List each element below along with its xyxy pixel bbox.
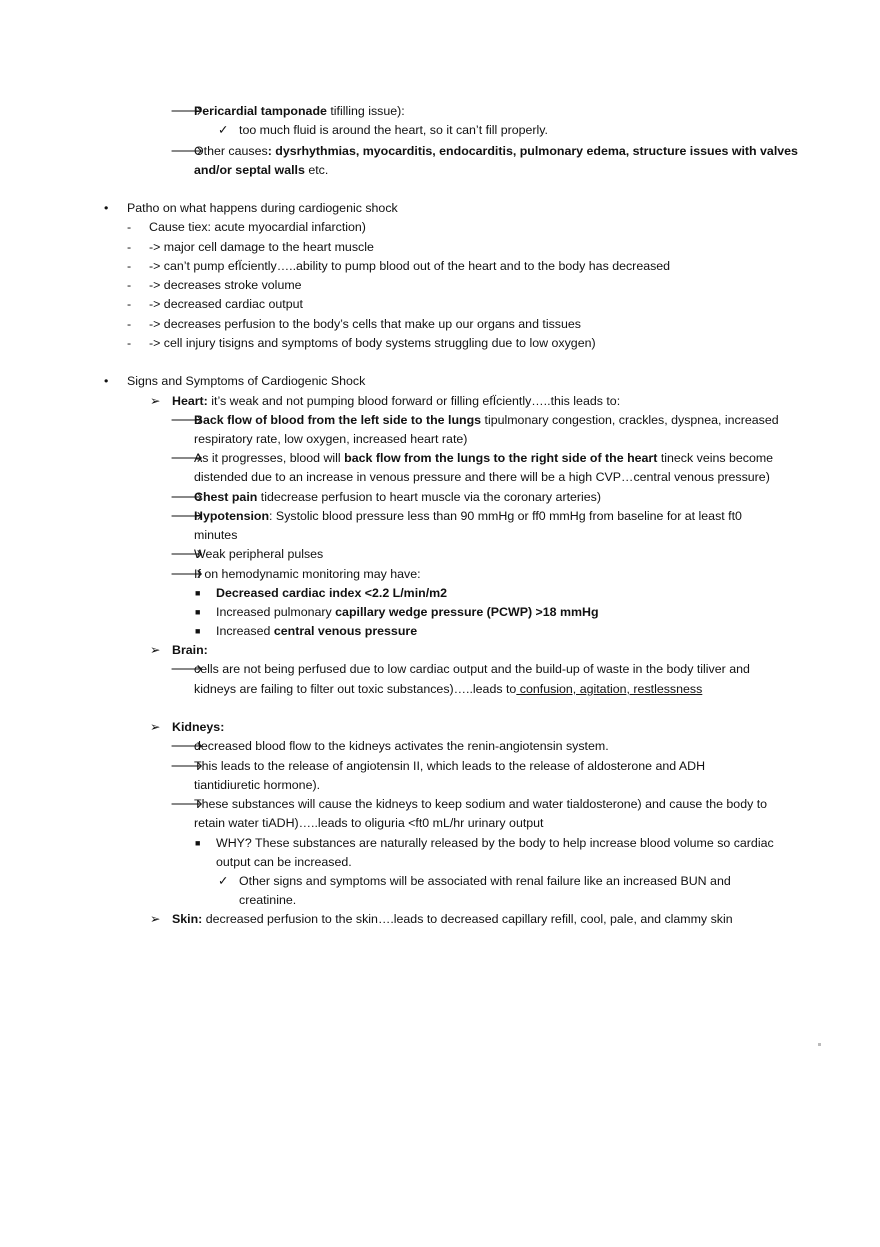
heart-text: it’s weak and not pumping blood forward or filling efÏciently…..this leads to:	[207, 394, 621, 408]
chest-pain-line	[194, 488, 601, 507]
brain-line-2	[194, 680, 702, 699]
dash-icon: -	[127, 336, 132, 350]
arrow-icon: 🡒	[170, 797, 204, 811]
hypotension-label: Hypotension	[194, 509, 270, 523]
tamponade-line	[194, 102, 405, 121]
arrow-icon: 🡒	[170, 451, 204, 465]
renal-failure-line-cont: creatinine.	[239, 893, 297, 907]
arrow-icon: 🡒	[170, 509, 204, 523]
arrow-icon: 🡒	[170, 413, 204, 427]
arrow-icon: 🡒	[170, 662, 204, 676]
cardiac-index-line: Decreased cardiac index <2.2 L/min/m2	[216, 586, 448, 600]
skin-text: decreased perfusion to the skin….leads to decreased capillary refill, cool, pale, and clammy skin	[202, 912, 733, 926]
kidneys-item-3-cont: retain water tiADH)…..leads to oliguria <ft0 mL/hr urinary output	[194, 816, 544, 830]
hemo-line: If on hemodynamic monitoring may have:	[194, 567, 421, 581]
hypotension-line-2: minutes	[194, 528, 238, 542]
tamponade-check-text: too much fluid is around the heart, so it can’t fill properly.	[239, 123, 549, 137]
skin-label: Skin:	[172, 912, 203, 926]
backflow-left-label: Back flow of blood from the left side to the lungs	[194, 413, 482, 427]
other-causes-etc: etc.	[304, 163, 329, 177]
patho-item: -> cell injury tisigns and symptoms of body systems struggling due to low oxygen)	[149, 336, 596, 350]
brain-line-2-pre: kidneys are failing to filter out toxic substances)…..leads to	[194, 682, 517, 696]
backflow-right-line	[194, 449, 773, 468]
backflow-left-line-2: respiratory rate, low oxygen, increased heart rate)	[194, 432, 468, 446]
patho-item: -> can’t pump efÏciently…..ability to pump blood out of the heart and to the body has decreased	[149, 259, 671, 273]
cvp-pre: Increased	[216, 624, 274, 638]
arrow-icon: 🡒	[170, 739, 204, 753]
square-bullet-icon: ■	[195, 626, 201, 636]
patho-item: -> decreases stroke volume	[149, 278, 302, 292]
arrow-icon: 🡒	[170, 759, 204, 773]
bullet-icon: •	[104, 374, 109, 388]
pcwp-line	[216, 603, 599, 622]
arrow-icon: 🡒	[170, 144, 204, 158]
pcwp-value: capillary wedge pressure (PCWP) >18 mmHg	[335, 605, 599, 619]
page-speck	[818, 1043, 821, 1046]
other-causes-line-2	[194, 161, 328, 180]
chest-pain-label: Chest pain	[194, 490, 258, 504]
bullet-icon: •	[104, 201, 109, 215]
arrow-icon: 🡒	[170, 547, 204, 561]
heart-line	[172, 392, 620, 411]
backflow-right-text: tineck veins become	[657, 451, 774, 465]
other-causes-line	[194, 142, 798, 161]
brain-label: Brain:	[172, 643, 208, 657]
brain-line-1: cells are not being perfused due to low cardiac output and the build-up of waste in the body tiliver and	[194, 662, 750, 676]
kidneys-item-3: These substances will cause the kidneys to keep sodium and water tialdosterone) and cause the body to	[194, 797, 768, 811]
heart-label: Heart:	[172, 394, 208, 408]
arrow-icon: 🡒	[170, 490, 204, 504]
chevron-icon: ➢	[150, 912, 161, 926]
patho-item: Cause tiex: acute myocardial infarction)	[149, 220, 366, 234]
other-causes-list-cont: and/or septal walls	[194, 163, 305, 177]
dash-icon: -	[127, 220, 132, 234]
backflow-left-line	[194, 411, 779, 430]
patho-item: -> decreases perfusion to the body’s cells that make up our organs and tissues	[149, 317, 581, 331]
pulses-line: Weak peripheral pulses	[194, 547, 324, 561]
brain-symptoms: confusion, agitation, restlessness	[516, 682, 703, 696]
chevron-icon: ➢	[150, 720, 161, 734]
dash-icon: -	[127, 297, 132, 311]
backflow-right-line-2: distended due to an increase in venous pressure and there will be a high CVP…central venous pressure)	[194, 470, 770, 484]
why-line: WHY? These substances are naturally released by the body to help increase blood volume so cardiac	[216, 836, 774, 850]
backflow-left-text: tipulmonary congestion, crackles, dyspnea, increased	[481, 413, 779, 427]
kidneys-item-2-cont: tiantidiuretic hormone).	[194, 778, 321, 792]
square-bullet-icon: ■	[195, 588, 201, 598]
kidneys-item-1: decreased blood flow to the kidneys activates the renin-angiotensin system.	[194, 739, 609, 753]
arrow-icon: 🡒	[170, 567, 204, 581]
cvp-line	[216, 622, 417, 641]
tamponade-label: Pericardial tamponade	[194, 104, 327, 118]
hypotension-text: : Systolic blood pressure less than 90 mmHg or ff0 mmHg from baseline for at least ft0	[269, 509, 742, 523]
dash-icon: -	[127, 240, 132, 254]
cvp-value: central venous pressure	[273, 624, 418, 638]
check-icon: ✓	[218, 123, 229, 137]
patho-heading: Patho on what happens during cardiogenic shock	[127, 201, 398, 215]
hypotension-line	[194, 507, 742, 526]
square-bullet-icon: ■	[195, 838, 201, 848]
chevron-icon: ➢	[150, 643, 161, 657]
skin-line	[172, 910, 733, 929]
patho-item: -> decreased cardiac output	[149, 297, 303, 311]
square-bullet-icon: ■	[195, 607, 201, 617]
why-line-cont: output can be increased.	[216, 855, 352, 869]
signs-heading: Signs and Symptoms of Cardiogenic Shock	[127, 374, 366, 388]
tamponade-text: tifilling issue):	[326, 104, 405, 118]
backflow-right-pre: As it progresses, blood will	[194, 451, 345, 465]
chevron-icon: ➢	[150, 394, 161, 408]
dash-icon: -	[127, 278, 132, 292]
kidneys-label: Kidneys:	[172, 720, 225, 734]
other-causes-lead: Other causes	[194, 144, 268, 158]
patho-item: -> major cell damage to the heart muscle	[149, 240, 374, 254]
backflow-right-label: back flow from the lungs to the right side of the heart	[344, 451, 658, 465]
dash-icon: -	[127, 317, 132, 331]
renal-failure-line: Other signs and symptoms will be associated with renal failure like an increased BUN and	[239, 874, 731, 888]
other-causes-list: : dysrhythmias, myocarditis, endocarditis, pulmonary edema, structure issues with valves	[267, 144, 798, 158]
chest-pain-text: tidecrease perfusion to heart muscle via the coronary arteries)	[257, 490, 602, 504]
dash-icon: -	[127, 259, 132, 273]
arrow-icon: 🡒	[170, 104, 204, 118]
pcwp-pre: Increased pulmonary	[216, 605, 336, 619]
kidneys-item-2: This leads to the release of angiotensin II, which leads to the release of aldosterone and ADH	[194, 759, 706, 773]
check-icon: ✓	[218, 874, 229, 888]
